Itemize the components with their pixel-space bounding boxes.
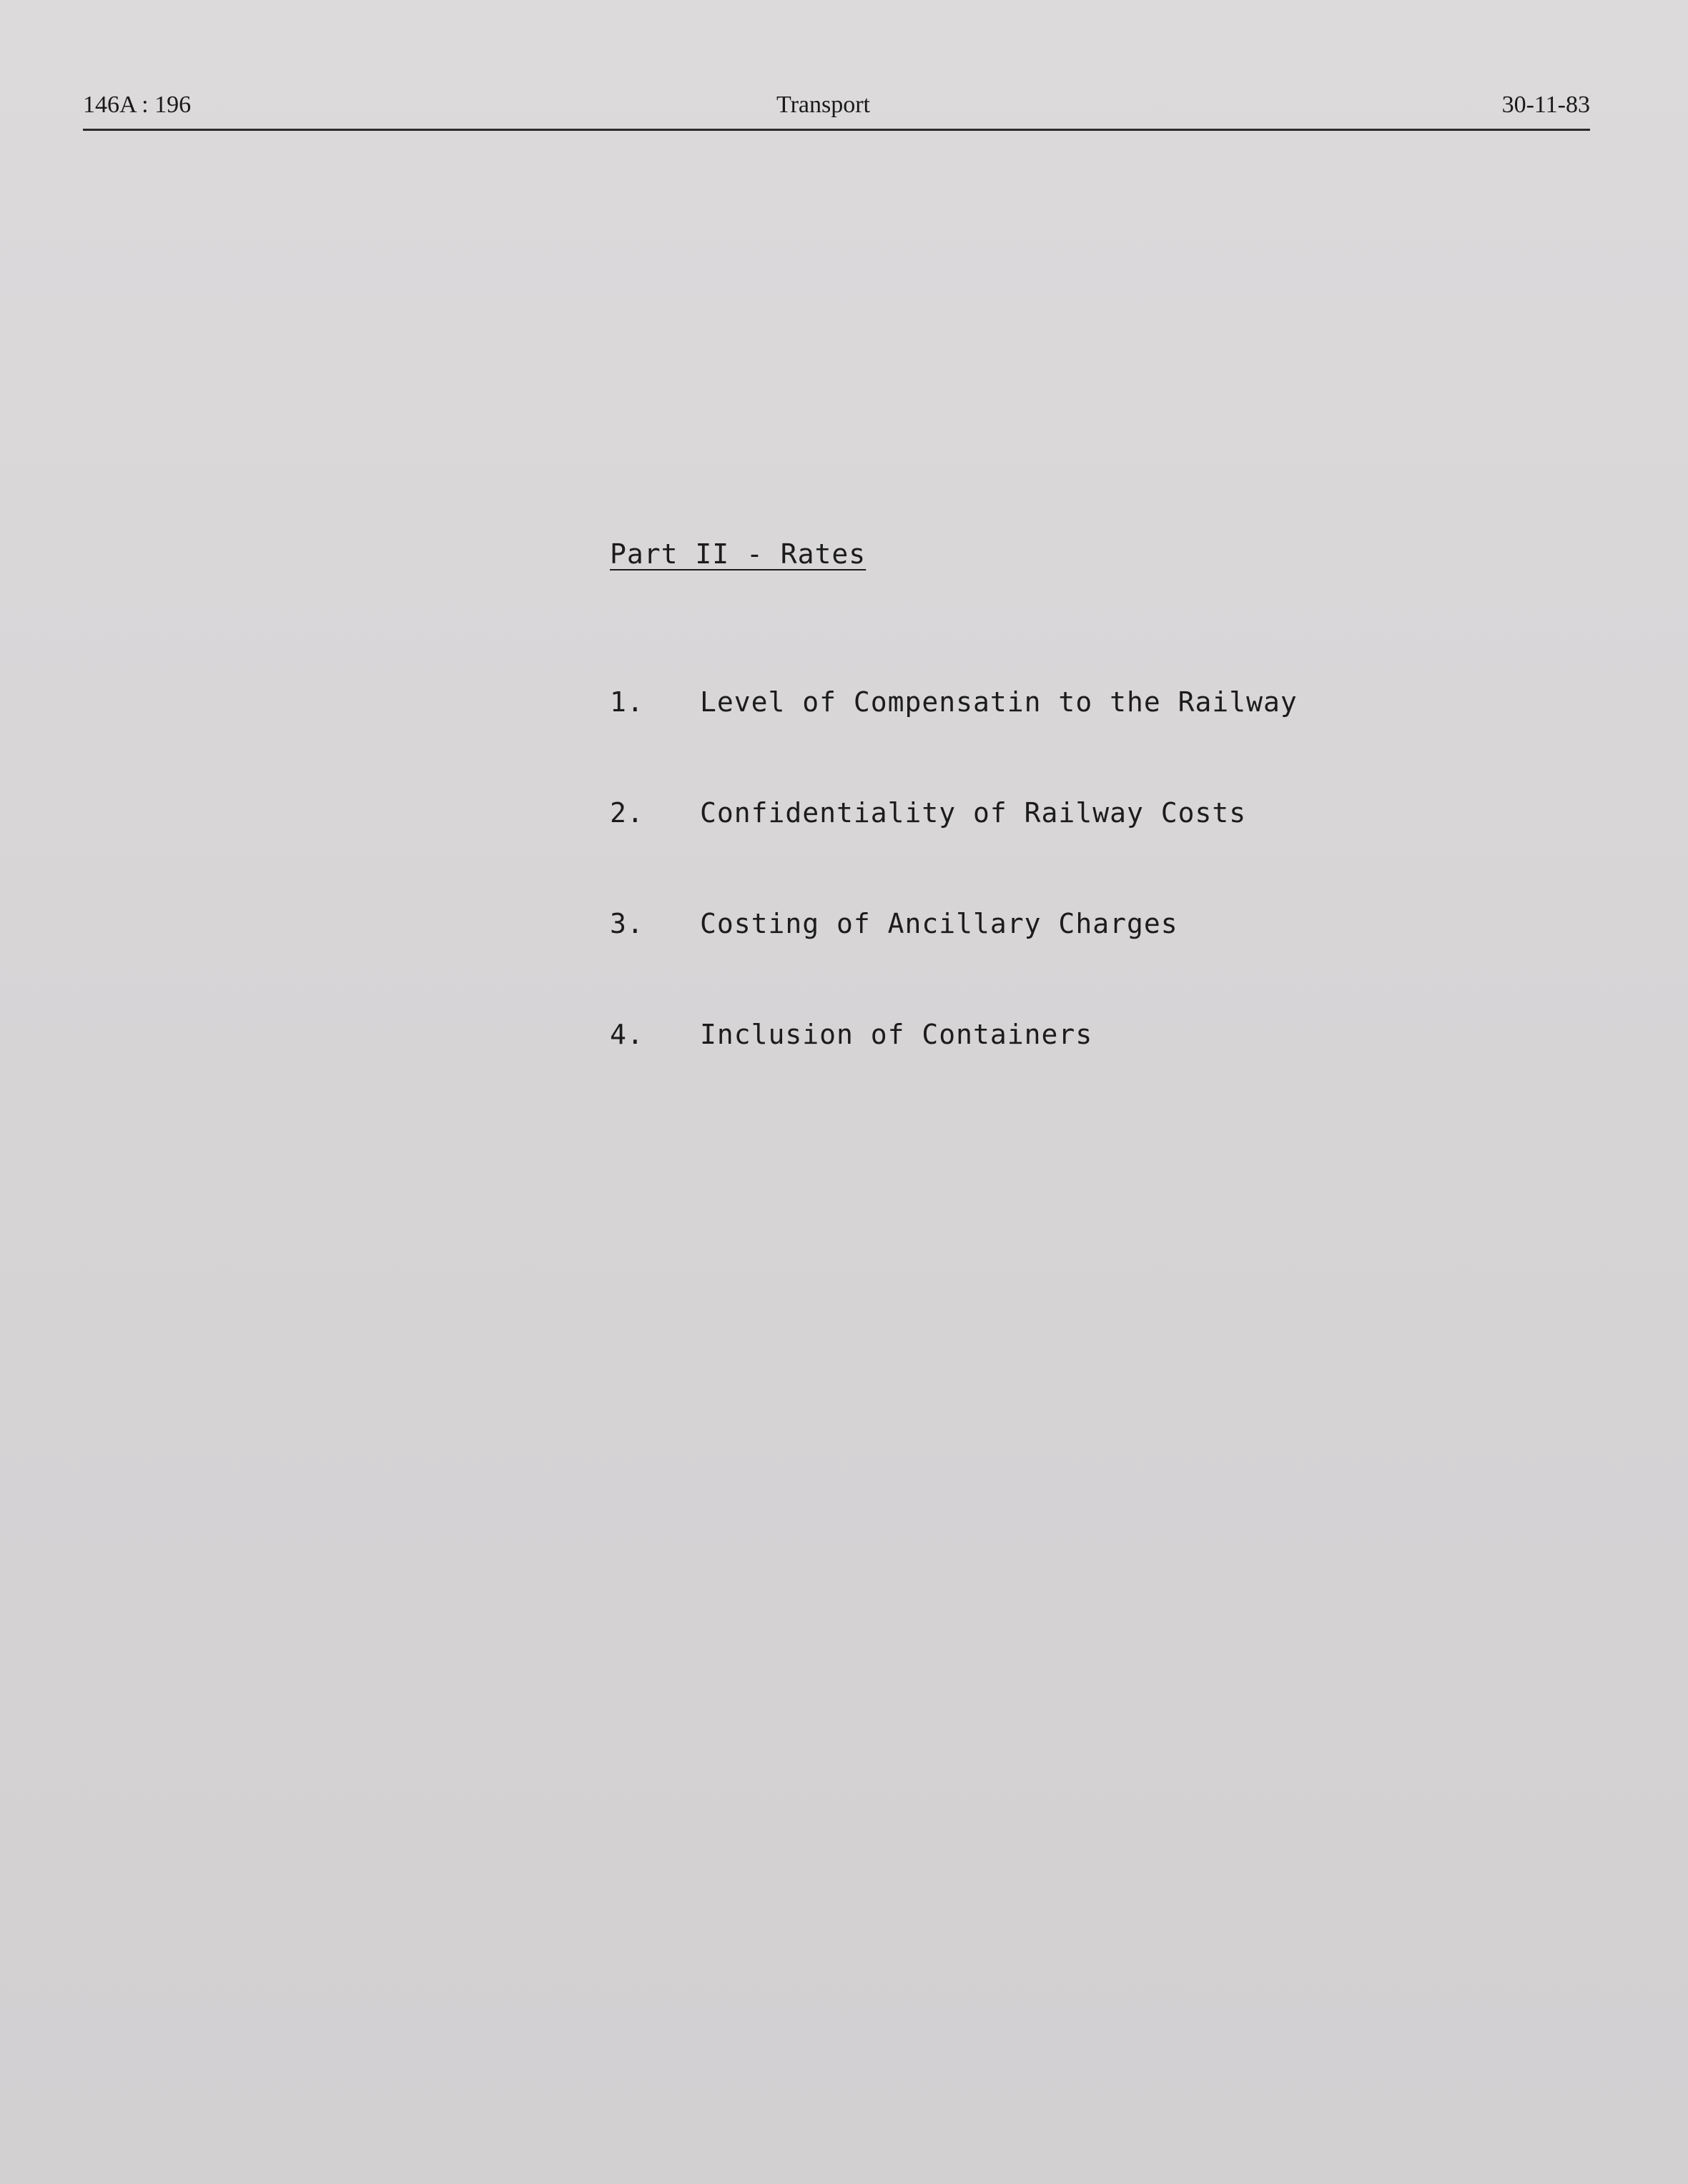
header-subject: Transport (776, 92, 870, 118)
toc-item-number: 2. (610, 797, 644, 829)
toc-item-label: Confidentiality of Railway Costs (700, 797, 1247, 829)
toc-item-3 (610, 908, 1178, 939)
page-header (83, 92, 1590, 131)
toc-item-label: Level of Compensatin to the Railway (700, 686, 1298, 718)
document-reference: 146A : 196 (83, 92, 192, 118)
toc-item-label: Costing of Ancillary Charges (700, 908, 1178, 939)
toc-item-number: 4. (610, 1019, 644, 1050)
toc-item-label: Inclusion of Containers (700, 1019, 1093, 1050)
toc-item-1 (610, 686, 1298, 718)
toc-item-number: 3. (610, 908, 644, 939)
toc-item-number: 1. (610, 686, 644, 718)
toc-item-4 (610, 1019, 1092, 1050)
header-date: 30-11-83 (1501, 92, 1590, 118)
toc-item-2 (610, 797, 1246, 829)
section-title: Part II - Rates (610, 538, 867, 570)
